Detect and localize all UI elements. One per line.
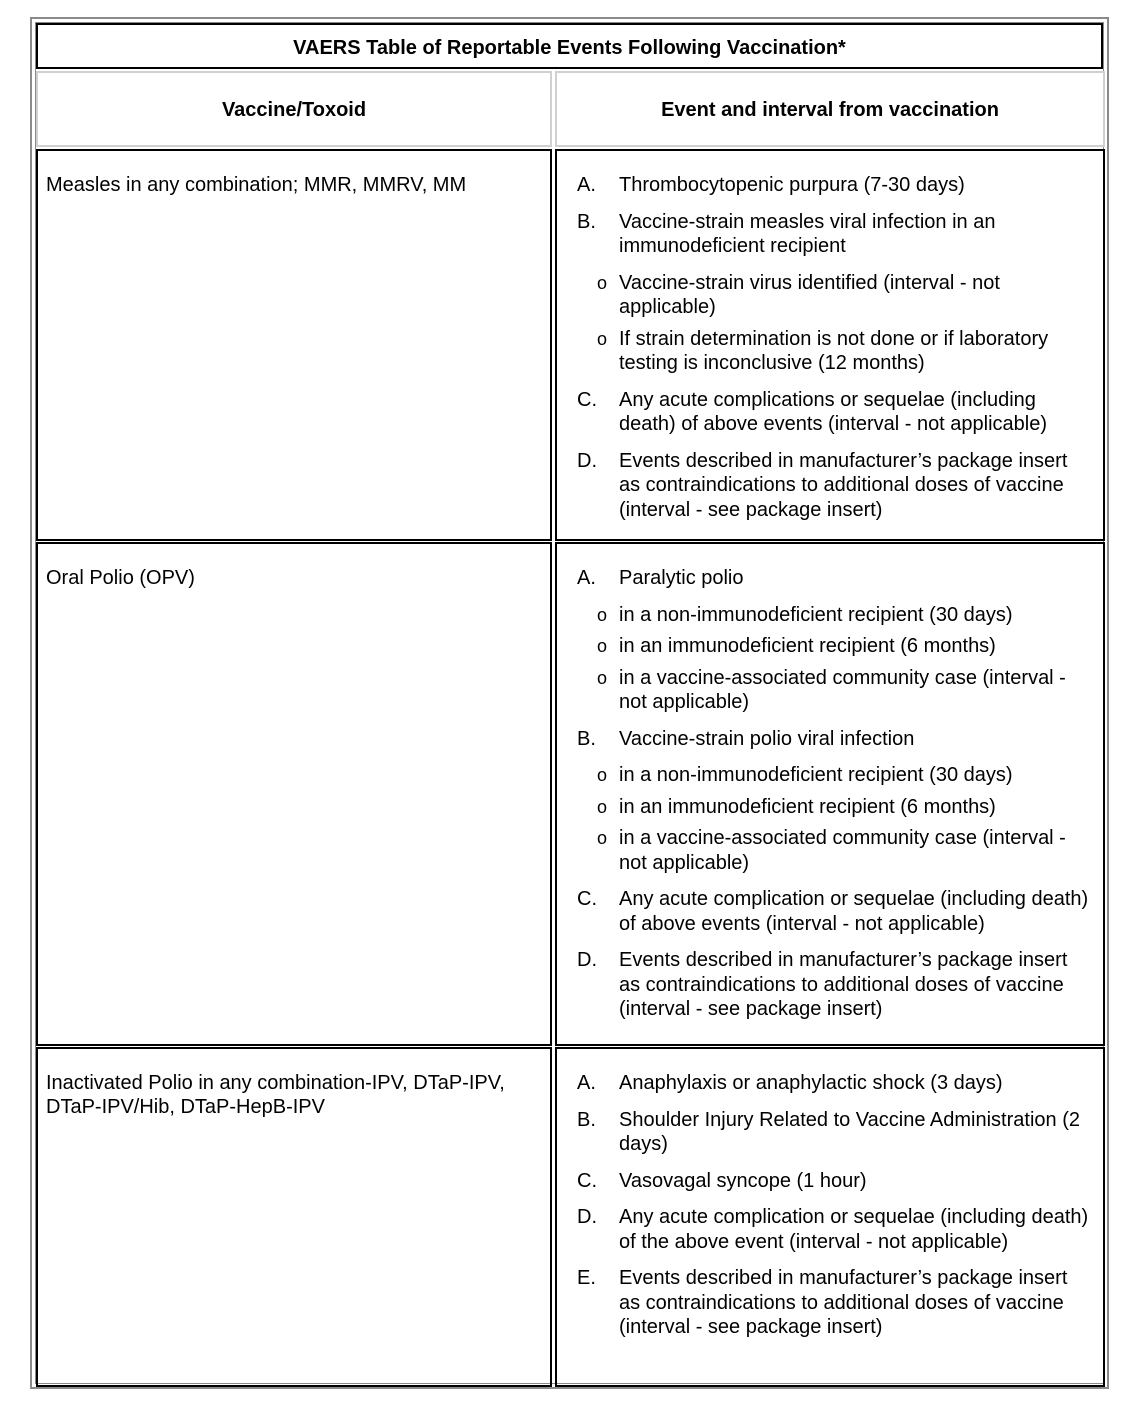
- event-letter: B.: [577, 1108, 596, 1131]
- event-text: Events described in manufacturer’s package insert as contraindications to additional doses of vaccine (interval - see package insert): [619, 949, 1068, 1020]
- event-item: [577, 948, 1089, 1022]
- event-letter: B.: [577, 210, 596, 233]
- event-text: Vaccine-strain measles viral infection in an immunodeficient recipient: [619, 210, 996, 257]
- event-text: Shoulder Injury Related to Vaccine Administration (2 days): [619, 1108, 1080, 1155]
- event-text: in a non-immunodeficient recipient (30 days): [619, 764, 1013, 786]
- event-item: [577, 210, 1089, 259]
- event-item: [577, 1266, 1089, 1340]
- sub-event-item: [577, 795, 1089, 820]
- bullet-marker: o: [596, 328, 607, 349]
- event-text: If strain determination is not done or if laboratory testing is inconclusive (12 months): [619, 327, 1049, 374]
- row-3-event-cell: [555, 1047, 1105, 1387]
- sub-event-item: [577, 634, 1089, 659]
- event-item: [577, 887, 1089, 936]
- event-text: in a vaccine-associated community case (interval - not applicable): [619, 827, 1066, 874]
- event-text: Events described in manufacturer’s package insert as contraindications to additional doses of vaccine (interval - see package insert): [619, 449, 1068, 521]
- row-3-vaccine-cell: [36, 1047, 552, 1387]
- event-list: [577, 1071, 1089, 1352]
- header-event-cell: [555, 71, 1105, 147]
- event-item: [577, 173, 1089, 198]
- sub-event-item: [577, 327, 1089, 376]
- sub-event-item: [577, 271, 1089, 320]
- event-text: Anaphylaxis or anaphylactic shock (3 days): [619, 1072, 1003, 1094]
- event-letter: B.: [577, 727, 596, 750]
- event-letter: D.: [577, 1206, 597, 1228]
- vaers-table: [30, 17, 1109, 1389]
- event-item: [577, 727, 1089, 752]
- sub-event-item: [577, 666, 1089, 715]
- sub-event-item: [577, 603, 1089, 628]
- row-1-event-cell: [555, 149, 1105, 541]
- event-letter: C.: [577, 388, 597, 411]
- event-text: Events described in manufacturer’s package insert as contraindications to additional doses of vaccine (interval - see package insert): [619, 1267, 1068, 1338]
- event-text: Any acute complication or sequelae (including death) of the above event (interval - not applicable): [619, 1206, 1089, 1253]
- column-header-vaccine: Vaccine/Toxoid: [221, 99, 367, 121]
- column-header-event: Event and interval from vaccination: [661, 99, 999, 121]
- bullet-marker: o: [596, 796, 607, 817]
- row-2-event-cell: [555, 542, 1105, 1046]
- event-letter: C.: [577, 888, 597, 910]
- vaccine-name: Inactivated Polio in any combination-IPV, DTaP-IPV, DTaP-IPV/Hib, DTaP-HepB-IPV: [46, 1072, 505, 1118]
- event-letter: A.: [577, 174, 596, 196]
- event-letter: A.: [577, 1072, 596, 1094]
- event-letter: C.: [577, 1169, 597, 1192]
- event-list: [577, 566, 1089, 1034]
- table-title: VAERS Table of Reportable Events Following Vaccination*: [293, 37, 846, 59]
- event-text: in an immunodeficient recipient (6 months): [619, 795, 996, 818]
- event-item: [577, 449, 1089, 523]
- row-1-vaccine-cell: [36, 149, 552, 541]
- event-letter: D.: [577, 449, 597, 472]
- event-item: [577, 1108, 1089, 1157]
- event-item: [577, 388, 1089, 437]
- bullet-marker: o: [596, 604, 607, 625]
- bullet-marker: o: [596, 828, 607, 848]
- event-text: Any acute complication or sequelae (including death) of above events (interval - not applicable): [619, 888, 1089, 935]
- event-letter: E.: [577, 1267, 596, 1289]
- bullet-marker: o: [596, 272, 607, 293]
- bullet-marker: o: [596, 765, 607, 785]
- event-item: [577, 1169, 1089, 1194]
- event-text: Thrombocytopenic purpura (7-30 days): [619, 174, 965, 196]
- sub-event-item: [577, 826, 1089, 875]
- event-letter: A.: [577, 567, 596, 589]
- vaccine-name: Oral Polio (OPV): [46, 567, 195, 589]
- event-text: in an immunodeficient recipient (6 months): [619, 635, 996, 657]
- event-letter: D.: [577, 949, 597, 971]
- bullet-marker: o: [596, 667, 607, 688]
- event-item: [577, 1205, 1089, 1254]
- event-text: Paralytic polio: [619, 567, 744, 589]
- event-text: in a non-immunodeficient recipient (30 days): [619, 603, 1013, 626]
- event-text: in a vaccine-associated community case (interval - not applicable): [619, 666, 1066, 713]
- event-text: Vasovagal syncope (1 hour): [619, 1169, 867, 1192]
- bullet-marker: o: [596, 636, 607, 656]
- vaccine-name: Measles in any combination; MMR, MMRV, MM: [46, 174, 467, 196]
- event-item: [577, 1071, 1089, 1096]
- event-text: Any acute complications or sequelae (including death) of above events (interval - not applicable): [619, 388, 1048, 435]
- event-item: [577, 566, 1089, 591]
- event-text: Vaccine-strain polio viral infection: [619, 727, 915, 750]
- table-title-cell: [36, 23, 1103, 69]
- row-2-vaccine-cell: [36, 542, 552, 1046]
- header-vaccine-cell: [36, 71, 552, 147]
- event-list: [577, 173, 1089, 534]
- sub-event-item: [577, 763, 1089, 788]
- event-text: Vaccine-strain virus identified (interval - not applicable): [619, 271, 1000, 318]
